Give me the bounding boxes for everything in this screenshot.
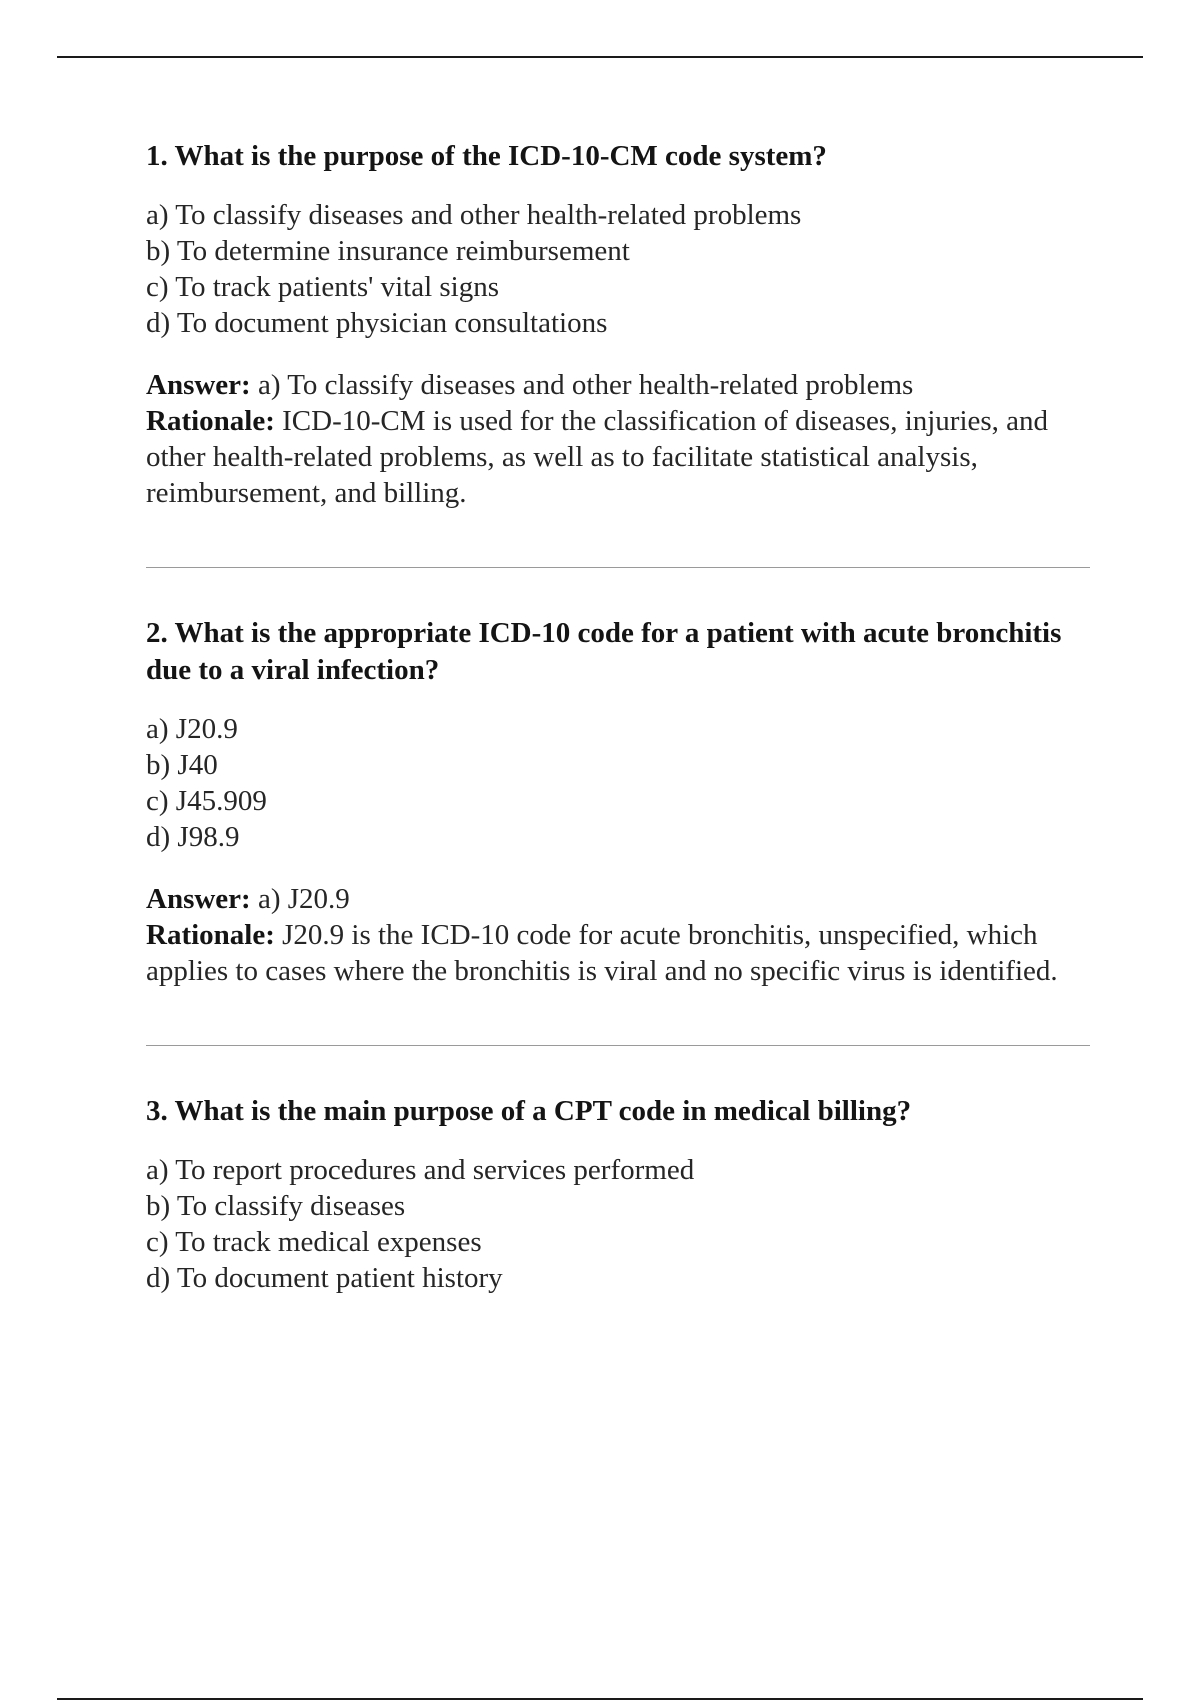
rationale-paragraph: [146, 917, 1090, 989]
option-c: c) To track patients' vital signs: [146, 271, 499, 303]
question-title: 3. What is the main purpose of a CPT code in medical billing?: [146, 1095, 912, 1127]
answer-line: [146, 367, 1090, 403]
answer-label: Answer:: [146, 369, 251, 401]
question-3: [146, 1093, 1090, 1296]
option-a: a) To report procedures and services performed: [146, 1154, 695, 1186]
option-d: d) To document patient history: [146, 1262, 503, 1294]
option-d: d) To document physician consultations: [146, 307, 608, 339]
rationale-label: Rationale:: [146, 405, 275, 437]
question-title: 2. What is the appropriate ICD-10 code for a patient with acute bronchitis due to a viral infection?: [146, 617, 1062, 686]
option-d: d) J98.9: [146, 821, 240, 853]
options-list: [146, 1152, 1090, 1296]
answer-label: Answer:: [146, 883, 251, 915]
option-c: c) To track medical expenses: [146, 1226, 482, 1258]
section-divider: [146, 1045, 1090, 1046]
option-b: b) To determine insurance reimbursement: [146, 235, 630, 267]
answer-text: a) J20.9: [250, 883, 350, 915]
page-top-rule: [57, 56, 1143, 58]
question-title: 1. What is the purpose of the ICD-10-CM code system?: [146, 140, 827, 172]
option-b: b) To classify diseases: [146, 1190, 406, 1222]
rationale-label: Rationale:: [146, 919, 275, 951]
options-list: [146, 197, 1090, 341]
option-a: a) J20.9: [146, 713, 238, 745]
rationale-paragraph: [146, 403, 1090, 511]
document-body: [146, 138, 1090, 1322]
answer-text: a) To classify diseases and other health-related problems: [250, 369, 914, 401]
option-a: a) To classify diseases and other health-related problems: [146, 199, 802, 231]
rationale-text: J20.9 is the ICD-10 code for acute bronchitis, unspecified, which applies to cases where the bronchitis is viral and no specific virus is identified.: [146, 919, 1058, 987]
section-divider: [146, 567, 1090, 568]
options-list: [146, 711, 1090, 855]
question-1: [146, 138, 1090, 511]
option-b: b) J40: [146, 749, 218, 781]
answer-line: [146, 881, 1090, 917]
option-c: c) J45.909: [146, 785, 267, 817]
question-2: [146, 615, 1090, 989]
rationale-text: ICD-10-CM is used for the classification of diseases, injuries, and other health-related problems, as well as to facilitate statistical analysis, reimbursement, and billing.: [146, 405, 1049, 509]
